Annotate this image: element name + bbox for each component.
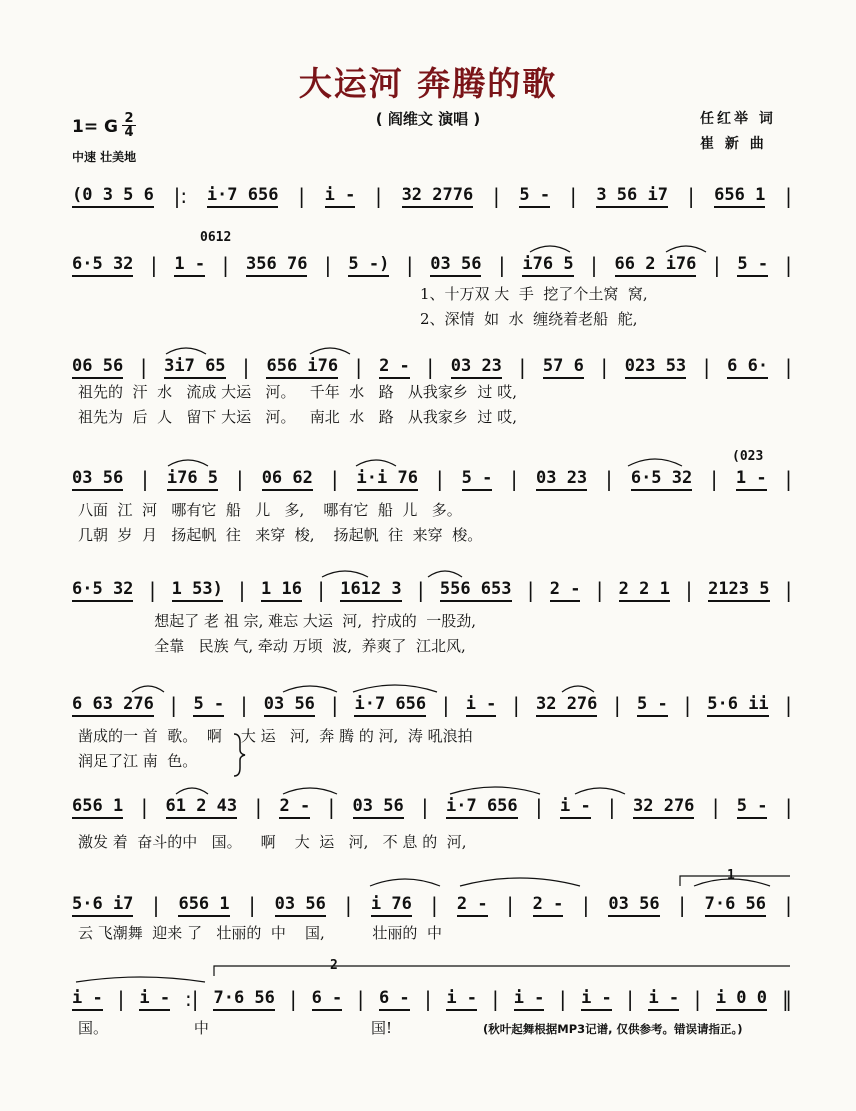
barline: | [712,795,719,819]
barline: | [498,253,506,277]
barline: | [596,578,603,602]
meter-top: 2 [124,111,134,126]
barline: | [298,184,305,208]
barline: | [240,693,248,717]
note-group: i - [72,987,103,1011]
barline: | [140,355,148,379]
composer-credit: 崔 新 曲 [700,136,767,152]
note-group: 32 276 [536,693,597,717]
barline: | [375,184,382,208]
lyric-line: 国。 中 国! [78,1019,392,1037]
note-group: 6·5 32 [72,253,133,277]
lyric-line: 祖先为 后 人 留下 大运 河。 南北 水 路 从我家乡 过 哎, [78,408,517,426]
ending-1-bracket [680,876,790,886]
lyric-line: 想起了 老 祖 宗, 难忘 大运 河, 拧成的 一股劲, [78,612,477,630]
barline: | [117,987,125,1011]
key-signature: 1= G [72,117,118,137]
notation-system-7 [72,794,792,820]
tie-line-9 [76,977,205,982]
barline: | [492,184,500,208]
note-group: 5 - [519,184,550,208]
note-group: 656 1 [72,795,123,819]
note-group: 1 - [736,467,767,491]
barline: | [785,253,792,277]
note-group: i - [446,987,477,1011]
barline: | [149,578,156,602]
note-group: 03 56 [430,253,481,277]
note-group: i - [325,184,356,208]
barline: | [430,893,438,917]
barline: | [242,355,250,379]
note-group: 2 - [550,578,581,602]
barline: | [436,467,444,491]
note-group: i·i 76 [357,467,418,491]
barline: | [417,578,425,602]
lyric-line: 2、深情 如 水 缠绕着老船 舵, [420,310,638,328]
barline: | [426,355,434,379]
meter-bottom: 4 [122,125,136,139]
barline: | [713,253,721,277]
note-group: 6 - [379,987,410,1011]
barline: | [491,987,499,1011]
barline: | [512,693,520,717]
note-group: i - [560,795,591,819]
barline: | [357,987,364,1011]
note-group: 6 - [312,987,343,1011]
ending-2-bracket [214,966,790,976]
singer-credit: ( 阎维文 演唱 ) [375,110,481,128]
note-group: i - [466,693,497,717]
note-group: 03 56 [72,467,123,491]
barline: | [613,693,621,717]
notation-system-8 [72,892,792,918]
note-group: i - [139,987,170,1011]
note-group: 656 i76 [266,355,338,379]
barline: | [150,253,158,277]
note-group: i·7 656 [207,184,279,208]
note-group: 6·5 32 [72,578,133,602]
note-group: 656 1 [714,184,765,208]
notation-system-3 [72,354,792,380]
barline: | [582,893,590,917]
barline: | [345,893,352,917]
note-group: 03 23 [451,355,502,379]
barline: | [324,253,332,277]
note-group: 6 6· [727,355,768,379]
barline: | [569,184,577,208]
note-group: 6·5 32 [631,467,692,491]
note-group: 1612 3 [340,578,401,602]
barline: | [424,987,432,1011]
note-group: 5 - [193,693,224,717]
note-group: 32 2776 [402,184,474,208]
note-group: 2 - [457,893,488,917]
note-group: 66 2 i76 [615,253,697,277]
note-group: i76 5 [167,467,218,491]
time-signature [122,112,136,139]
note-group: 2123 5 [708,578,769,602]
note-group: 03 56 [353,795,404,819]
note-group: 5·6 ii [707,693,768,717]
barline: | [785,893,792,917]
note-group: 2 - [279,795,310,819]
note-group: 656 1 [178,893,229,917]
note-group: 023 53 [625,355,686,379]
barline: | [687,184,695,208]
barline: | [703,355,711,379]
note-group: (0 3 5 6 [72,184,154,208]
notation-system-2 [72,252,792,278]
lyric-line: 凿成的一 首 歌。 啊 大 运 河, 奔 腾 的 河, 涛 吼浪拍 [78,727,473,745]
lyric-line: 八面 江 河 哪有它 船 儿 多, 哪有它 船 儿 多。 [78,501,462,519]
barline: | [535,795,543,819]
note-group: i - [514,987,545,1011]
barline: :| [185,987,199,1011]
barline: | [327,795,335,819]
barline: | [140,795,148,819]
barline: | [355,355,362,379]
barline: | [600,355,608,379]
barline: | [506,893,514,917]
note-group: 61 2 43 [166,795,238,819]
barline: | [559,987,567,1011]
note-group: 03 56 [608,893,659,917]
note-group: i·7 656 [446,795,518,819]
barline: | [785,578,792,602]
barline: | [238,578,246,602]
lyric-line: 几朝 岁 月 扬起帆 往 来穿 梭, 扬起帆 往 来穿 梭。 [78,526,483,544]
barline: | [152,893,160,917]
barline: | [421,795,429,819]
note-group: 5 - [737,795,768,819]
slur-18 [370,879,440,886]
note-group: 2 - [379,355,410,379]
barline: | [785,355,792,379]
note-group: i - [581,987,612,1011]
barline: | [785,184,792,208]
note-group: 03 23 [536,467,587,491]
note-group: 356 76 [246,253,307,277]
barline: | [406,253,414,277]
note-group: 5 - [737,253,768,277]
note-group: 7·6 56 [213,987,274,1011]
slur-12 [353,685,437,692]
barline: | [785,693,792,717]
lyric-line: 1、十万双 大 手 挖了个土窝 窝, [420,285,648,303]
note-group: 06 56 [72,355,123,379]
note-group: 7·6 56 [705,893,766,917]
barline: | [694,987,701,1011]
barline: | [141,467,149,491]
note-group: 5 -) [348,253,389,277]
barline: | [678,893,686,917]
note-group: 06 62 [262,467,313,491]
note-group: 57 6 [543,355,584,379]
lyric-line: 祖先的 汗 水 流成 大运 河。 千年 水 路 从我家乡 过 哎, [78,383,517,401]
note-group: 5·6 i7 [72,893,133,917]
ending-1-label: 1 [727,868,735,883]
note-group: 1 - [174,253,205,277]
barline: | [236,467,244,491]
barline: | [608,795,616,819]
note-group: i 76 [371,893,412,917]
barline: | [527,578,534,602]
barline: | [685,578,693,602]
barline: | [442,693,450,717]
barline: | [254,795,262,819]
note-group: 1 53) [172,578,223,602]
lyric-line: 全靠 民族 气, 牵动 万顷 波, 养爽了 江北风, [78,637,466,655]
grace-notes-023: (023 [732,449,764,464]
tempo-marking: 中速 壮美地 [72,150,137,164]
note-group: 556 653 [440,578,512,602]
barline: |: [173,184,188,208]
slur-16 [450,787,540,794]
ending-2-label: 2 [330,958,338,973]
barline: | [170,693,178,717]
notation-system-4 [72,466,792,492]
note-group: 1 16 [261,578,302,602]
barline: | [785,795,792,819]
footnote: (秋叶起舞根据MP3记谱, 仅供参考。错误请指正。) [483,1022,743,1036]
grace-notes-0612: 0612 [200,230,232,245]
note-group: i76 5 [522,253,573,277]
note-group: i - [648,987,679,1011]
note-group: 2 2 1 [619,578,670,602]
barline: | [519,355,526,379]
barline: | [510,467,518,491]
note-group: 03 56 [275,893,326,917]
barline: | [605,467,613,491]
barline: | [331,467,339,491]
slur-19 [460,878,580,886]
barline: | [289,987,297,1011]
barline: | [317,578,325,602]
barline: | [710,467,718,491]
barline: | [785,467,792,491]
slur-7 [628,459,682,466]
note-group: 3 56 i7 [596,184,668,208]
lyric-line: 激发 着 奋斗的中 国。 啊 大 运 河, 不 息 的 河, [78,833,467,851]
note-group: 3i7 65 [164,355,225,379]
notation-system-5 [72,577,792,603]
lyric-line: 润足了江 南 色。 [78,752,198,770]
barline: | [248,893,256,917]
barline: | [222,253,229,277]
lyricist-credit: 任红举 词 [700,111,776,127]
song-title: 大运河 奔腾的歌 [298,64,558,103]
note-group: 5 - [637,693,668,717]
notation-system-9 [72,986,792,1012]
notation-system-6 [72,692,792,718]
note-group: 2 - [533,893,564,917]
note-group: i·7 656 [354,693,426,717]
note-group: 6 63 276 [72,693,154,717]
barline: | [590,253,598,277]
lyric-line: 云 飞潮舞 迎来 了 壮丽的 中 国, 壮丽的 中 [78,924,442,942]
notation-system-1 [72,183,792,209]
note-group: 32 276 [633,795,694,819]
note-group: 03 56 [264,693,315,717]
barline: | [626,987,634,1011]
barline: | [331,693,339,717]
barline: ‖ [781,987,792,1011]
note-group: 5 - [462,467,493,491]
barline: | [684,693,691,717]
note-group: i 0 0 [716,987,767,1011]
